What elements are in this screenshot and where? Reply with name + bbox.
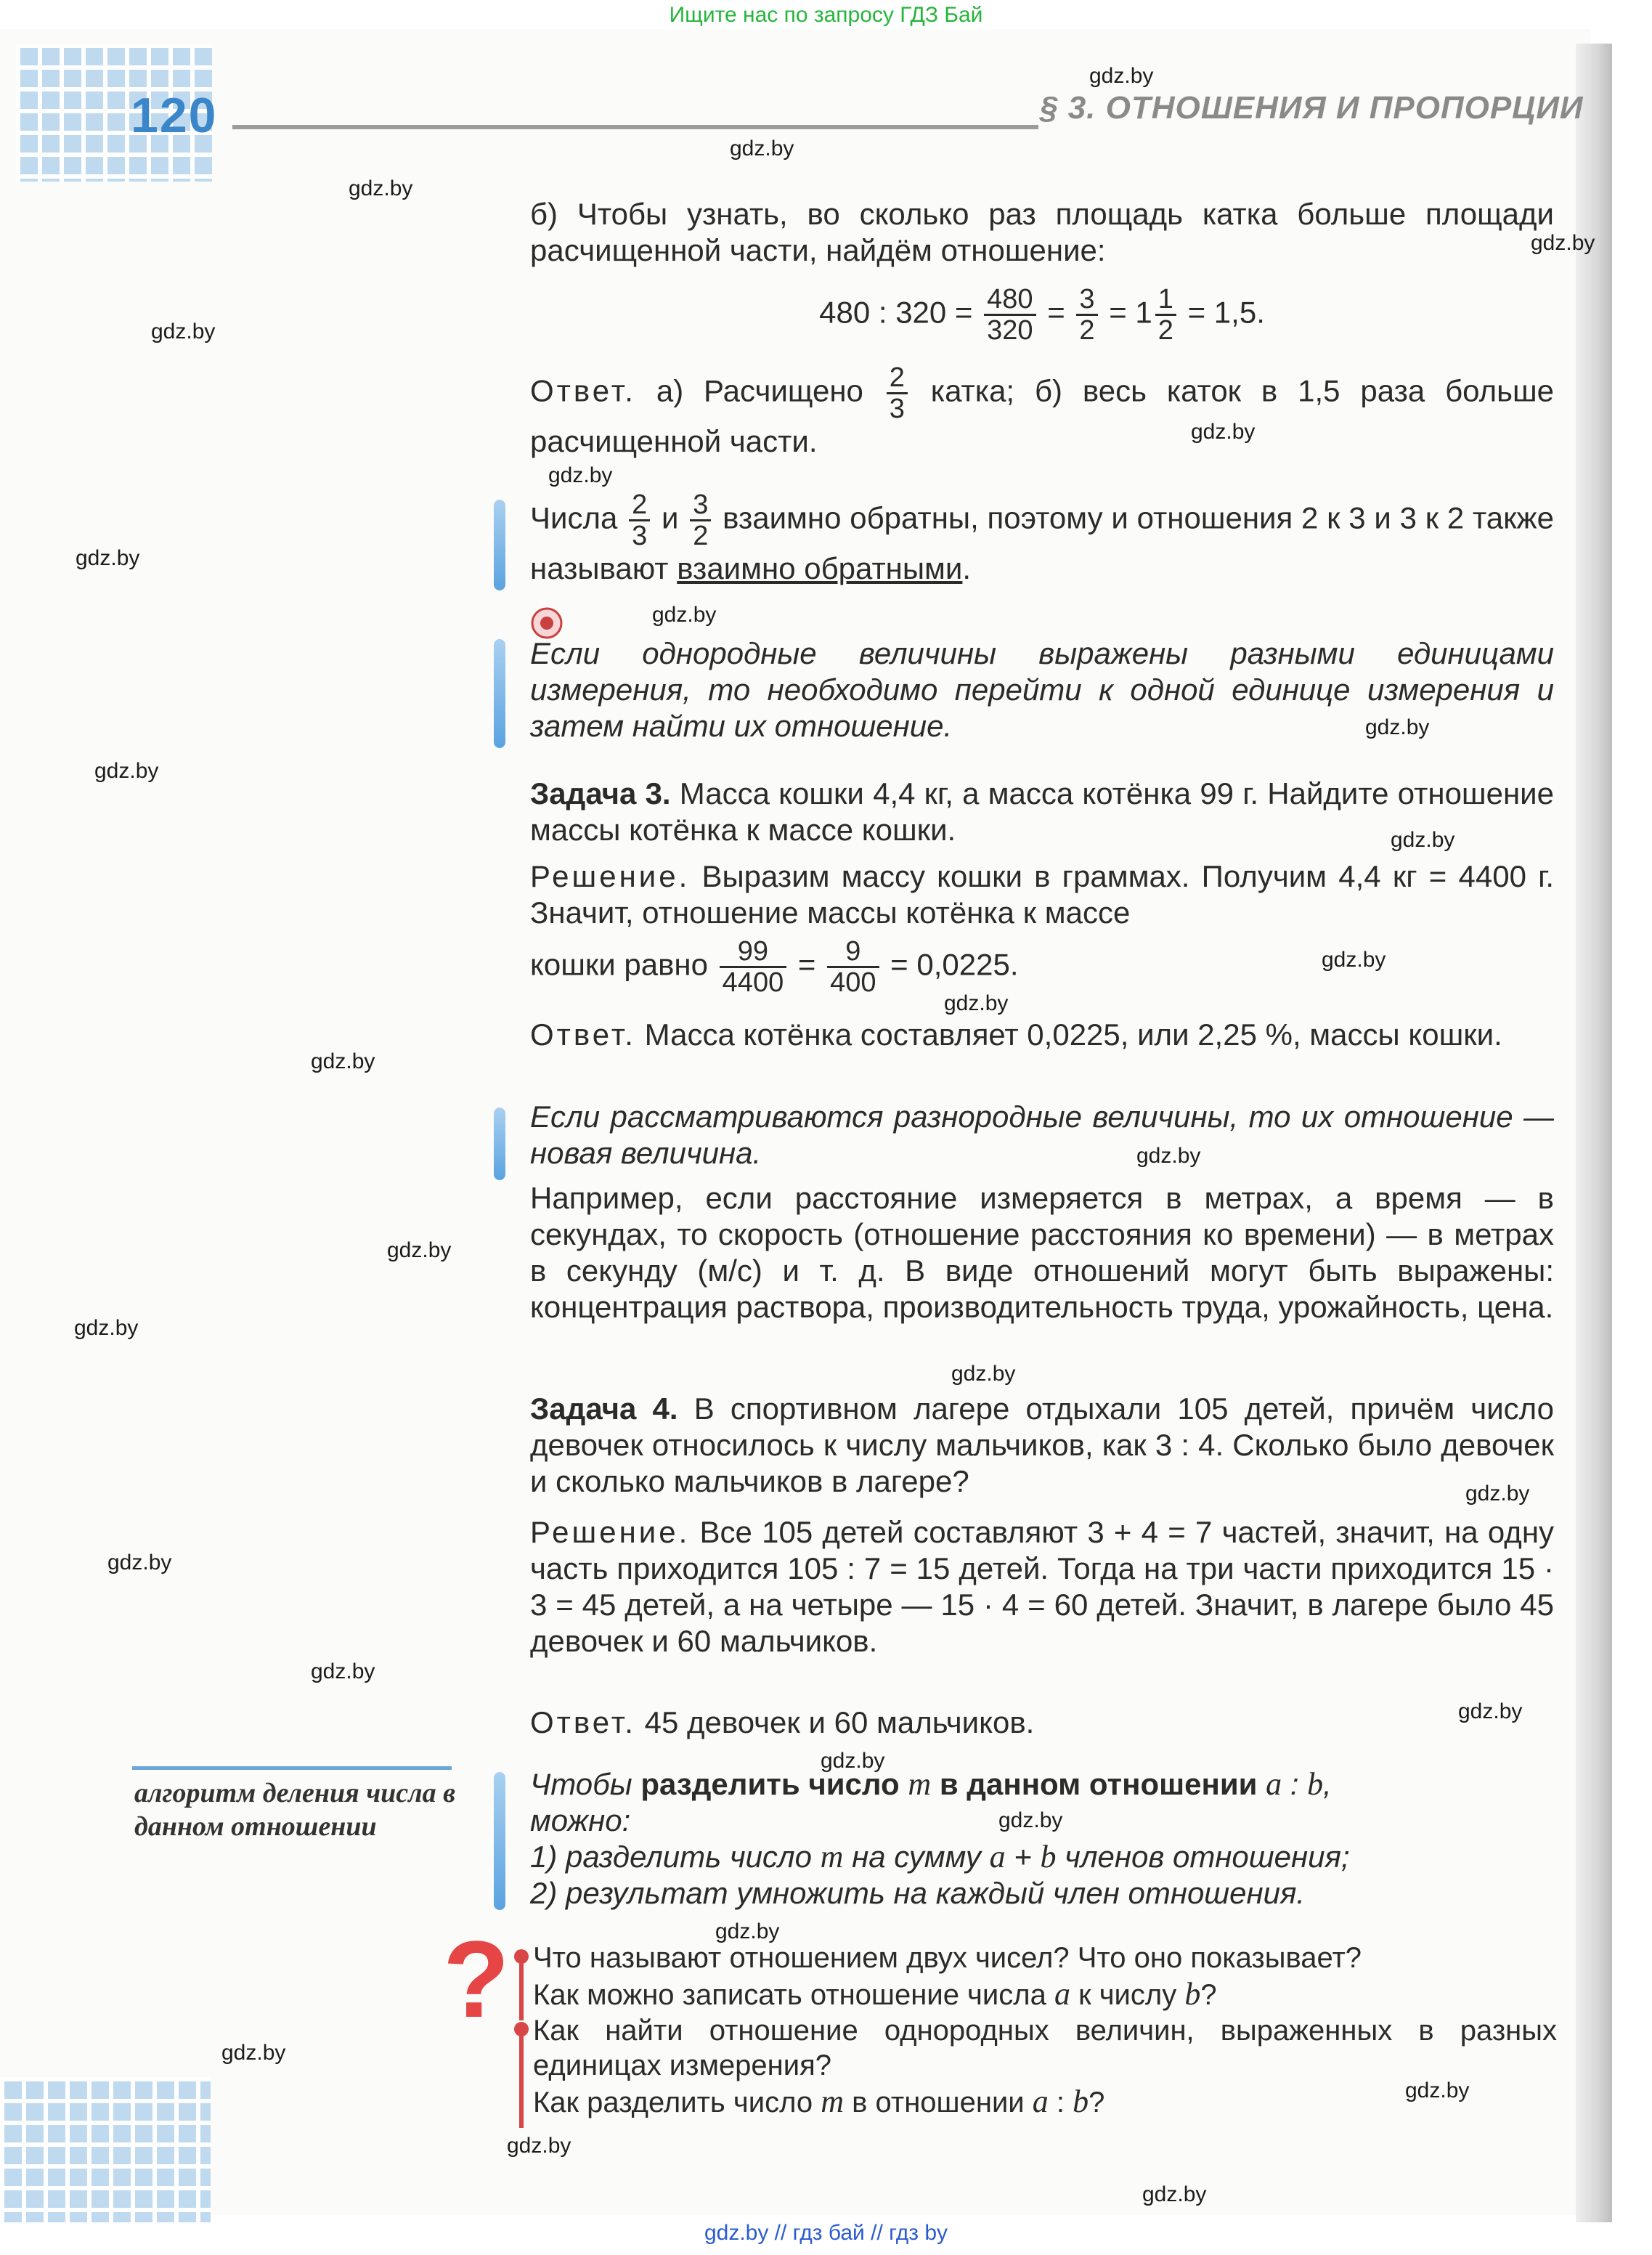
algorithm-text: Чтобы: [530, 1767, 632, 1801]
rule-bar: [494, 1108, 505, 1180]
question-text: Как разделить число: [533, 2087, 813, 2118]
note-bar: [494, 500, 505, 590]
section-title: § 3. ОТНОШЕНИЯ И ПРОПОРЦИИ: [1040, 90, 1584, 126]
watermark: gdz.by: [951, 1362, 1016, 1386]
algorithm-step-1: [530, 1839, 1554, 1875]
variable-b: b: [1073, 2084, 1089, 2119]
watermark: gdz.by: [1458, 1699, 1523, 1723]
question-3: Как найти отношение однородных величин, выраженных в разных единицах измерения?: [533, 2015, 1557, 2081]
rule-different-units: Если рассматриваются разнородные величины, то их отношение — новая величина.: [530, 1100, 1554, 1170]
numerator: 9: [827, 937, 879, 968]
fraction: [984, 285, 1035, 345]
watermark: gdz.by: [998, 1808, 1063, 1832]
numerator: 480: [984, 285, 1035, 316]
denominator: 2: [1079, 315, 1095, 346]
watermark: gdz.by: [1465, 1482, 1530, 1506]
watermark: gdz.by: [944, 991, 1009, 1015]
algorithm-text: +: [1005, 1840, 1041, 1874]
watermark: gdz.by: [1405, 2079, 1470, 2102]
side-note-rule: [132, 1766, 452, 1770]
task-3-result: [530, 937, 1554, 997]
corner-grid-decoration: [0, 2077, 211, 2222]
watermark: gdz.by: [1391, 828, 1455, 852]
solution-text: Выразим массу кошки в граммах. Получим 4,4 кг = 4400 г. Значит, отношение массы котёнка к массе: [530, 859, 1554, 930]
rule-same-units: Если однородные величины выражены разными единицами измерения, то необходимо перейти к одной единице измерения и затем найти их отношение.: [530, 636, 1554, 743]
variable-b: b: [1307, 1766, 1324, 1802]
question-bar: [519, 2026, 524, 2128]
solution-text: Все 105 детей составляют 3 + 4 = 7 частей, значит, на одну часть приходится 105 : 7 = 15 детей. Тогда на три части приходится 15 · 3 = 45 детей, а на четыре — 15 · 4 = 60 детей. Значит, в лагере было 45 девочек и 60 мальчиков.: [530, 1515, 1555, 1658]
algorithm-text: можно:: [530, 1803, 631, 1837]
watermark: gdz.by: [349, 176, 413, 200]
watermark: gdz.by: [1136, 1144, 1201, 1168]
variable-b: b: [1184, 1976, 1201, 2012]
question-text: ?: [1200, 1979, 1217, 2011]
equation-text: = 1: [1109, 295, 1152, 330]
algorithm-text: :: [1282, 1767, 1308, 1801]
example-paragraph: Например, если расстояние измеряется в метрах, а время — в секундах, то скорость (отношение расстояния ко времени) — в метрах в секунду (м/с) и т. д. В виде отношений могут быть выражены: концентрация раствора, производительность труда, урожайность, цена.: [530, 1181, 1554, 1324]
denominator: 320: [987, 315, 1033, 346]
question-1: Что называют отношением двух чисел? Что оно показывает?: [533, 1942, 1362, 1974]
numerator: 3: [690, 490, 711, 521]
rule-bar: [494, 639, 505, 748]
watermark: gdz.by: [821, 1749, 885, 1773]
watermark: gdz.by: [715, 1919, 780, 1943]
note-text: и: [662, 500, 679, 535]
algorithm-bold: в данном отношении: [939, 1767, 1258, 1801]
task-label: Задача 4.: [530, 1391, 678, 1426]
task-4: [530, 1391, 1554, 1500]
fraction: [827, 937, 879, 997]
term-highlight: взаимно обратными: [677, 551, 963, 585]
question-text: Как можно записать отношение числа: [533, 1979, 1046, 2011]
variable-m: m: [908, 1766, 932, 1802]
watermark: gdz.by: [730, 137, 794, 161]
algorithm-bold: разделить число: [640, 1767, 900, 1801]
variable-m: m: [820, 1839, 844, 1874]
watermark: gdz.by: [107, 1551, 172, 1575]
solution-text: = 0,0225.: [890, 947, 1019, 982]
answer-text: а) Расчищено: [656, 373, 863, 408]
answer-label: Ответ.: [530, 373, 636, 408]
denominator: 400: [830, 967, 876, 998]
variable-m: m: [821, 2084, 845, 2119]
fraction: [720, 937, 787, 997]
variable-a: a: [1032, 2084, 1049, 2119]
watermark: gdz.by: [76, 546, 140, 570]
page-number: 120: [131, 88, 218, 143]
denominator: 3: [889, 394, 905, 424]
watermark: gdz.by: [151, 320, 216, 344]
note-text: взаимно обратны, поэтому и отношения 2 к 3 и 3 к 2 также называют: [530, 500, 1554, 585]
numerator: 2: [887, 363, 908, 394]
question-mark-icon: ?: [443, 1918, 510, 2040]
variable-a: a: [989, 1839, 1006, 1874]
top-banner[interactable]: Ищите нас по запросу ГДЗ Бай: [669, 3, 983, 27]
answer-label: Ответ.: [530, 1705, 636, 1739]
fraction: [1155, 285, 1176, 345]
solution-label: Решение.: [530, 1515, 691, 1549]
book-spine-shadow: [1576, 44, 1612, 2222]
task-3: [530, 776, 1554, 848]
equation-text: =: [1047, 295, 1065, 330]
algorithm-intro: [530, 1766, 1554, 1839]
watermark: gdz.by: [1322, 948, 1386, 972]
watermark: gdz.by: [221, 2041, 286, 2065]
answer-text: катка; б) весь каток в 1,5 раза больше расчищенной части.: [530, 373, 1555, 458]
task-3-answer: [530, 1017, 1554, 1053]
watermark: gdz.by: [74, 1316, 139, 1340]
question-text: к числу: [1078, 1979, 1177, 2011]
question-4: [533, 2084, 1557, 2120]
fraction: [887, 363, 908, 423]
watermark: gdz.by: [1142, 2182, 1207, 2206]
watermark: gdz.by: [652, 603, 717, 627]
fraction: [690, 490, 711, 550]
watermark: gdz.by: [1089, 64, 1154, 88]
solution-text: кошки равно: [530, 947, 708, 982]
task-text: Масса кошки 4,4 кг, а масса котёнка 99 г. Найдите отношение массы котёнка к массе кошки.: [530, 776, 1554, 847]
watermark: gdz.by: [1191, 420, 1256, 444]
bottom-banner[interactable]: gdz.by // гдз бай // гдз by: [704, 2221, 948, 2245]
question-bullet: [514, 2022, 529, 2036]
side-note: алгоритм деления числа в данном отношении: [134, 1778, 456, 1842]
denominator: 3: [632, 521, 648, 551]
numerator: 99: [720, 937, 787, 968]
question-2: [533, 1977, 1557, 2012]
watermark: gdz.by: [94, 759, 159, 783]
watermark: gdz.by: [507, 2134, 571, 2158]
question-bullet: [514, 1949, 529, 1964]
equation-text: 480 : 320 =: [819, 295, 973, 330]
numerator: 2: [629, 490, 650, 521]
denominator: 2: [693, 521, 709, 551]
watermark: gdz.by: [311, 1049, 375, 1073]
variable-b: b: [1040, 1839, 1057, 1874]
variable-a: a: [1054, 1976, 1070, 2012]
task-3-solution: [530, 858, 1554, 931]
question-text: ?: [1089, 2087, 1105, 2118]
header-rule: [232, 125, 1038, 129]
answer-label: Ответ.: [530, 1017, 636, 1052]
part-b-equation: [530, 285, 1554, 345]
part-b-text: б) Чтобы узнать, во сколько раз площадь катка больше площади расчищенной части, найдём отношение:: [530, 197, 1554, 267]
algorithm-text: членов отношения;: [1065, 1840, 1350, 1874]
watermark: gdz.by: [311, 1659, 375, 1683]
solution-text: =: [797, 947, 816, 982]
answer-text: Масса котёнка составляет 0,0225, или 2,25 %, массы кошки.: [644, 1017, 1502, 1052]
variable-a: a: [1266, 1766, 1282, 1802]
algorithm-text: ,: [1323, 1767, 1332, 1801]
denominator: 2: [1157, 315, 1173, 346]
task-label: Задача 3.: [530, 776, 671, 810]
question-text: :: [1048, 2087, 1073, 2118]
watermark: gdz.by: [548, 463, 613, 487]
reciprocal-note: [530, 490, 1554, 587]
algorithm-text: 1) разделить число: [530, 1840, 812, 1874]
task-text: В спортивном лагере отдыхали 105 детей, причём число девочек относилось к числу мальчиков, как 3 : 4. Сколько было девочек и сколько мальчиков в лагере?: [530, 1391, 1554, 1498]
watermark: gdz.by: [1365, 715, 1430, 739]
equation-text: = 1,5.: [1187, 295, 1265, 330]
denominator: 4400: [722, 967, 784, 998]
watermark: gdz.by: [1531, 231, 1595, 255]
fraction: [629, 490, 650, 550]
task-4-solution: [530, 1514, 1554, 1659]
question-text: в отношении: [852, 2087, 1025, 2118]
numerator: 1: [1155, 285, 1176, 316]
rule-bar: [494, 1772, 505, 1910]
note-text: .: [962, 551, 972, 585]
question-bar: [519, 1955, 524, 2020]
algorithm-text: на сумму: [852, 1840, 981, 1874]
fraction: [1076, 285, 1097, 345]
algorithm-step-2: 2) результат умножить на каждый член отношения.: [530, 1876, 1306, 1910]
watermark: gdz.by: [387, 1238, 452, 1262]
answer-1: [530, 363, 1554, 460]
solution-label: Решение.: [530, 859, 691, 893]
numerator: 3: [1076, 285, 1097, 316]
answer-text: 45 девочек и 60 мальчиков.: [644, 1705, 1035, 1739]
task-4-answer: [530, 1705, 1554, 1741]
note-text: Числа: [530, 500, 618, 535]
